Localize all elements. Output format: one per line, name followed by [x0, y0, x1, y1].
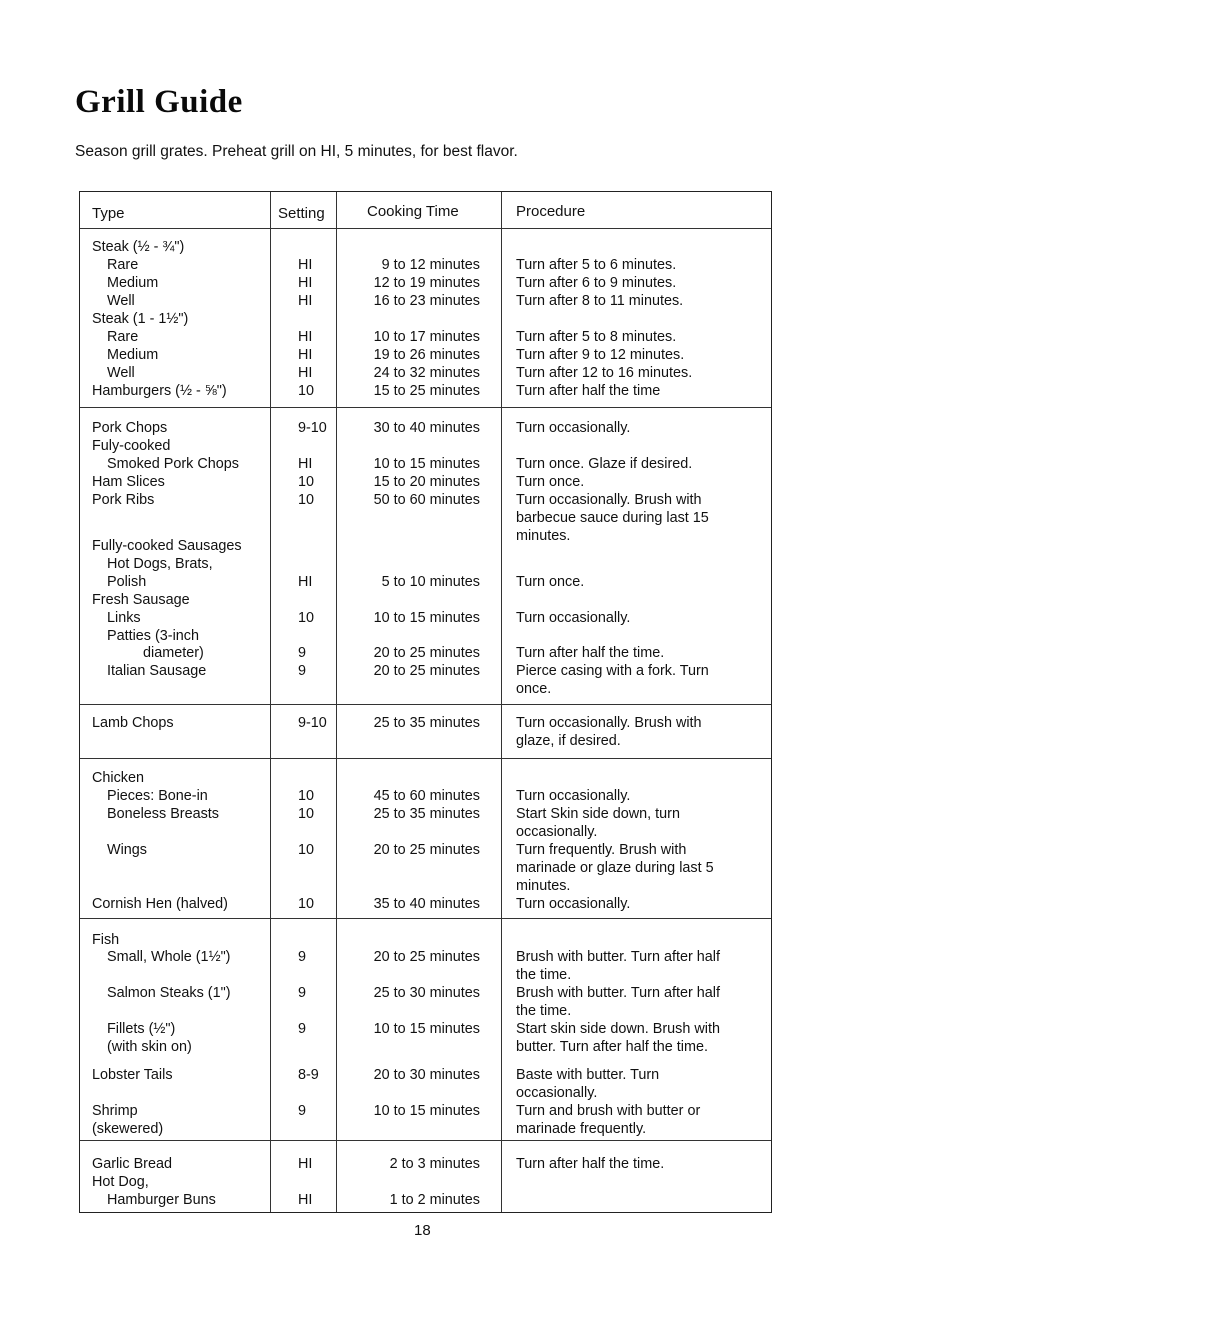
row-cooking-time: 15 to 25 minutes [373, 383, 480, 399]
row-procedure: Brush with butter. Turn after half [516, 949, 720, 965]
row-type: (with skin on) [107, 1039, 192, 1055]
row-setting: 9-10 [298, 420, 327, 436]
row-type: Hot Dogs, Brats, [107, 556, 213, 572]
row-type: Patties (3-inch [107, 628, 199, 644]
row-setting: HI [298, 275, 313, 291]
row-type: Hot Dog, [92, 1174, 149, 1190]
row-type: (skewered) [92, 1121, 164, 1137]
row-type: Shrimp [92, 1103, 138, 1119]
section-divider [80, 407, 771, 408]
row-setting: HI [298, 347, 313, 363]
row-procedure: Turn frequently. Brush with [516, 842, 687, 858]
section-divider [80, 704, 771, 705]
row-type: Fully-cooked Sausages [92, 538, 242, 554]
page-number: 18 [414, 1222, 431, 1239]
row-type: Chicken [92, 770, 144, 786]
row-procedure: the time. [516, 1003, 572, 1019]
row-procedure: Start Skin side down, turn [516, 806, 680, 822]
row-procedure: Turn after half the time. [516, 1156, 665, 1172]
row-setting: HI [298, 293, 313, 309]
row-setting: 9 [298, 1103, 307, 1119]
row-setting: 8-9 [298, 1067, 319, 1083]
row-procedure: minutes. [516, 878, 571, 894]
row-procedure: Turn occasionally. [516, 788, 631, 804]
row-setting: HI [298, 365, 313, 381]
row-procedure: Turn once. Glaze if desired. [516, 456, 693, 472]
row-setting: 9 [298, 949, 307, 965]
row-procedure: occasionally. [516, 824, 598, 840]
row-procedure: Turn occasionally. [516, 896, 631, 912]
row-procedure: Turn after 12 to 16 minutes. [516, 365, 693, 381]
row-setting: HI [298, 574, 313, 590]
row-setting: 10 [298, 383, 315, 399]
header-divider [80, 228, 771, 229]
row-type: Medium [107, 347, 159, 363]
column-divider [501, 192, 502, 1212]
row-setting: 10 [298, 896, 315, 912]
column-divider [270, 192, 271, 1212]
row-type: Small, Whole (1½") [107, 949, 231, 965]
row-procedure: Start skin side down. Brush with [516, 1021, 720, 1037]
row-type: Well [107, 293, 135, 309]
row-procedure: the time. [516, 967, 572, 983]
header-type: Type [92, 205, 125, 222]
row-procedure: butter. Turn after half the time. [516, 1039, 708, 1055]
row-cooking-time: 2 to 3 minutes [389, 1156, 480, 1172]
row-procedure: occasionally. [516, 1085, 598, 1101]
row-setting: HI [298, 1192, 313, 1208]
row-setting: HI [298, 456, 313, 472]
row-cooking-time: 20 to 25 minutes [373, 949, 480, 965]
row-setting: 10 [298, 788, 315, 804]
row-type: Steak (½ - ¾") [92, 239, 185, 255]
row-cooking-time: 20 to 30 minutes [373, 1067, 480, 1083]
row-setting: 9 [298, 663, 307, 679]
row-procedure: Turn occasionally. [516, 610, 631, 626]
row-procedure: glaze, if desired. [516, 733, 621, 749]
row-type: Links [107, 610, 141, 626]
row-cooking-time: 20 to 25 minutes [373, 645, 480, 661]
row-cooking-time: 25 to 35 minutes [373, 806, 480, 822]
row-procedure: Turn after 8 to 11 minutes. [516, 293, 684, 309]
section-divider [80, 918, 771, 919]
row-type: Pork Chops [92, 420, 168, 436]
row-type: Garlic Bread [92, 1156, 172, 1172]
row-cooking-time: 10 to 15 minutes [373, 1021, 480, 1037]
row-setting: 10 [298, 842, 315, 858]
row-setting: 10 [298, 806, 315, 822]
section-divider [80, 1140, 771, 1141]
row-setting: 10 [298, 474, 315, 490]
row-type: Polish [107, 574, 147, 590]
row-cooking-time: 30 to 40 minutes [373, 420, 480, 436]
row-cooking-time: 20 to 25 minutes [373, 842, 480, 858]
row-procedure: Turn after 5 to 6 minutes. [516, 257, 677, 273]
row-setting: 9 [298, 645, 307, 661]
row-procedure: barbecue sauce during last 15 [516, 510, 709, 526]
row-setting: 9 [298, 985, 307, 1001]
row-type: diameter) [143, 645, 204, 661]
page-title: Grill Guide [75, 84, 243, 120]
row-cooking-time: 9 to 12 minutes [381, 257, 480, 273]
row-setting: HI [298, 257, 313, 273]
section-divider [80, 758, 771, 759]
row-type: Hamburger Buns [107, 1192, 216, 1208]
row-procedure: Turn after 6 to 9 minutes. [516, 275, 677, 291]
row-type: Fresh Sausage [92, 592, 190, 608]
row-type: Cornish Hen (halved) [92, 896, 228, 912]
row-setting: HI [298, 1156, 313, 1172]
row-type: Well [107, 365, 135, 381]
row-setting: 9 [298, 1021, 307, 1037]
row-cooking-time: 10 to 17 minutes [373, 329, 480, 345]
row-setting: HI [298, 329, 313, 345]
row-procedure: marinade frequently. [516, 1121, 647, 1137]
row-type: Steak (1 - 1½") [92, 311, 189, 327]
row-procedure: Turn after 5 to 8 minutes. [516, 329, 677, 345]
row-procedure: Pierce casing with a fork. Turn [516, 663, 709, 679]
row-cooking-time: 24 to 32 minutes [373, 365, 480, 381]
row-procedure: Turn once. [516, 574, 585, 590]
row-procedure: Baste with butter. Turn [516, 1067, 660, 1083]
row-type: Pieces: Bone-in [107, 788, 208, 804]
row-procedure: Turn and brush with butter or [516, 1103, 701, 1119]
row-setting: 9-10 [298, 715, 327, 731]
row-cooking-time: 35 to 40 minutes [373, 896, 480, 912]
row-type: Fillets (½") [107, 1021, 176, 1037]
row-procedure: Brush with butter. Turn after half [516, 985, 720, 1001]
row-cooking-time: 10 to 15 minutes [373, 456, 480, 472]
row-type: Salmon Steaks (1") [107, 985, 231, 1001]
row-type: Fuly-cooked [92, 438, 171, 454]
row-type: Pork Ribs [92, 492, 155, 508]
row-type: Lobster Tails [92, 1067, 173, 1083]
row-type: Smoked Pork Chops [107, 456, 239, 472]
row-cooking-time: 5 to 10 minutes [381, 574, 480, 590]
row-procedure: Turn occasionally. [516, 420, 631, 436]
row-cooking-time: 10 to 15 minutes [373, 1103, 480, 1119]
row-cooking-time: 45 to 60 minutes [373, 788, 480, 804]
row-procedure: Turn occasionally. Brush with [516, 492, 702, 508]
grill-guide-table [79, 191, 772, 1213]
row-cooking-time: 20 to 25 minutes [373, 663, 480, 679]
row-cooking-time: 12 to 19 minutes [373, 275, 480, 291]
row-cooking-time: 1 to 2 minutes [389, 1192, 480, 1208]
row-setting: 10 [298, 610, 315, 626]
row-type: Hamburgers (½ - ⅝") [92, 383, 227, 399]
row-procedure: marinade or glaze during last 5 [516, 860, 714, 876]
row-procedure: Turn once. [516, 474, 585, 490]
row-cooking-time: 25 to 30 minutes [373, 985, 480, 1001]
row-procedure: once. [516, 681, 552, 697]
row-type: Boneless Breasts [107, 806, 219, 822]
row-type: Ham Slices [92, 474, 165, 490]
row-cooking-time: 10 to 15 minutes [373, 610, 480, 626]
column-divider [336, 192, 337, 1212]
row-procedure: Turn after half the time. [516, 645, 665, 661]
row-type: Lamb Chops [92, 715, 174, 731]
row-cooking-time: 19 to 26 minutes [373, 347, 480, 363]
row-procedure: Turn after half the time [516, 383, 661, 399]
page-subtitle: Season grill grates. Preheat grill on HI, 5 minutes, for best flavor. [75, 143, 518, 160]
row-type: Italian Sausage [107, 663, 207, 679]
row-type: Medium [107, 275, 159, 291]
row-cooking-time: 25 to 35 minutes [373, 715, 480, 731]
row-type: Fish [92, 932, 120, 948]
header-setting: Setting [278, 205, 325, 222]
header-cooking-time: Cooking Time [367, 203, 459, 220]
row-cooking-time: 15 to 20 minutes [373, 474, 480, 490]
row-type: Rare [107, 257, 139, 273]
row-setting: 10 [298, 492, 315, 508]
row-cooking-time: 50 to 60 minutes [373, 492, 480, 508]
header-procedure: Procedure [516, 203, 586, 220]
row-type: Wings [107, 842, 147, 858]
row-procedure: Turn after 9 to 12 minutes. [516, 347, 685, 363]
row-procedure: Turn occasionally. Brush with [516, 715, 702, 731]
row-cooking-time: 16 to 23 minutes [373, 293, 480, 309]
row-type: Rare [107, 329, 139, 345]
row-procedure: minutes. [516, 528, 571, 544]
